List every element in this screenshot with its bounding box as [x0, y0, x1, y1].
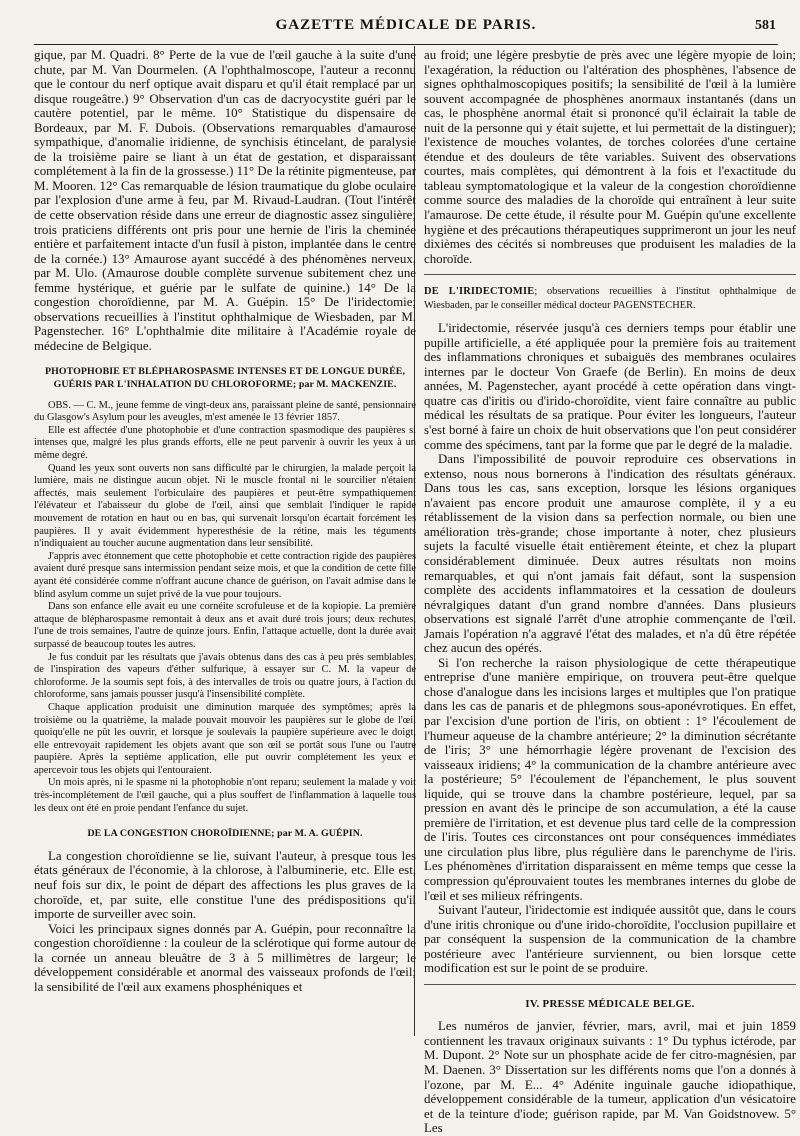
- section-title-guepin: DE LA CONGESTION CHOROÏDIENNE; par M. A. GUÉPIN.: [87, 828, 363, 840]
- section-rule: [424, 984, 796, 985]
- paragraph: Voici les principaux signes donnés par A. Guépin, pour reconnaître la congestion choroïdienne : la couleur de la sclérotique qui forme autour de la cornée un anneau bleuâtre de 3 à 5 millimètres de largeur; le développement considérable et anormal des vaisseaux profonds de l'œil; la sensibilité de l'œil aux examens phosphéniques et: [34, 921, 416, 994]
- section-title-mackenzie: PHOTOPHOBIE ET BLÉPHAROSPASME INTENSES ET DE LONGUE DURÉE, GUÉRIS PAR L'INHALATION DU CHLOROFORME; par M. MACKENZIE.: [44, 366, 406, 391]
- paragraph: J'appris avec étonnement que cette photophobie et cette contraction rigide des paupières avaient duré presque sans intermission pendant seize mois, et que la condition de cette fille ayant été considérée comme n'offrant aucune chance de guérison, on l'avait admise dans le blind asylum comme un sujet privé de la vue pour toujours.: [34, 550, 416, 600]
- section-title-iridectomie: [424, 285, 796, 313]
- paragraph: Un mois après, ni le spasme ni la photophobie n'ont reparu; seulement la malade y voit très-incomplétement de l'œil gauche, qui a plus souffert de l'inflammation à laquelle tous les deux ont été en proie pendant l'enfance du sujet.: [34, 777, 416, 814]
- paragraph: Je fus conduit par les résultats que j'avais obtenus dans des cas à peu près semblables, de l'inspiration des vapeurs d'éther sulfurique, à essayer sur C. M. la vapeur de chloroforme. Je la soumis sept fois, à des intervalles de trois ou quatre jours, à l'action du chloroforme, sans jamais pousser jusqu'à l'insensibilité complète.: [34, 651, 416, 701]
- paragraph: au froid; une légère presbytie de près avec une légère myopie de loin; l'exagération, la réduction ou l'altération des phosphènes, l'absence de signes ophthalmoscopiques positifs; la sensibilité de l'œil à la lumière souvent accompagnée de phosphènes anormaux instantanés (dans un cas, le phosphène anormal était si prononcé qu'il éclairait la table de nuit de la personne qui y était sujette, et lui permettait de la distinguer); l'existence de mouches volantes, de torches colorées d'une certaine étendue et des douleurs de tête variables. Suivent des observations courtes, mais complètes, qui démontrent à la fois et l'exactitude du tableau symptomatologique et la valeur de la congestion choroïdienne comme source des maladies de la choroïde qui entraînent à leur suite l'amaurose. De cette étude, il résulte pour M. Guépin qu'une excellente hygiène et des précautions thérapeutiques supprimeront un jour les neuf dixièmes des cécités si nombreuses que produisent les maladies de la choroïde.: [424, 48, 796, 266]
- page-number: 581: [755, 18, 776, 33]
- paragraph: Elle est affectée d'une photophobie et d'une contraction spasmodique des paupières si intenses que, malgré les plus grands efforts, elle ne peut parvenir à ouvrir les yeux à un même degré.: [34, 424, 416, 462]
- page-header: [34, 14, 778, 45]
- paragraph: La congestion choroïdienne se lie, suivant l'auteur, à presque tous les états généraux de l'économie, à la chlorose, à l'albuminerie, etc. Elle est, neuf fois sur dix, le point de départ des affections les plus graves de la choroïde, et, par suite, elle constitue l'une des prédispositions qu'il importe de surveiller avec soin.: [34, 848, 416, 922]
- intro-paragraph: gique, par M. Quadri. 8° Perte de la vue de l'œil gauche à la suite d'une chute, par M. Van Dourmelen. (A l'ophthalmoscope, l'auteur a reconnu que le contour du nerf optique avait disparu et qu'il était remplacé par un disque rougeâtre.) 9° Observation d'un cas de dacryocystite guéri par le cautère potentiel, par le même. 10° Statistique du dispensaire de Bordeaux, par M. F. Dubois. (Observations remarquables d'amaurose sympathique, d'anomalie iridienne, de synchisis étincelant, de paralysie de la troisième paire se liant à un état de gestation, et disparaissant complétement à la fin de la grossesse.) 11° De la rétinite pigmenteuse, par M. Mooren. 12° Cas remarquable de lésion traumatique du globe oculaire par l'explosion d'une arme à feu, par M. Rivaud-Laudran. (Tout l'intérêt de cette observation réside dans une erreur de diagnostic assez singulière; trois praticiens différents ont pris pour une hernie de l'iris la cheminée entière et parfaitement intacte d'un fusil à piston, implantée dans le centre de la cornée.) 13° Amaurose ayant succédé à des phénomènes nerveux, par M. Ulo. (Amaurose double complète survenue subitement chez une femme hystérique, et guérie par le sulfate de quinine.) 14° De la congestion choroïdienne, par M. A. Guépin. 15° De l'iridectomie; observations recueillies à l'institut ophthalmique de Wiesbaden, par M. Pagenstecher. 16° L'ophthalmie dite militaire à l'Académie royale de médecine de Belgique.: [34, 48, 416, 353]
- section-rule: [424, 274, 796, 275]
- left-column: [34, 48, 416, 994]
- section-title-rest: ; observations recueillies à l'institut ophthalmique de Wiesbaden, par le conseiller médical docteur PAGENSTECHER.: [424, 286, 797, 312]
- paragraph: Si l'on recherche la raison physiologique de cette thérapeutique entreprise d'une manière empirique, on trouvera peut-être quelque chose d'analogue dans les incisions larges et multiples que l'on pratique dans les cas de panaris et de phlegmons sous-aponévrotiques. En effet, par l'excision d'une portion de l'iris, on obtient : 1° l'écoulement de l'humeur aqueuse de la chambre antérieure; 2° la diminution sécrétante de l'iris; 3° une hémorrhagie légère provenant de l'excision des vaisseaux iridiens; 4° la communication de la chambre antérieure avec la postérieure; 5° l'écoulement de l'épanchement, le plus souvent liquide, qui se trouve dans la chambre postérieure, lequel, par sa pression en avant dès le principe de son accumulation, a été la cause première de l'irritation, et est devenue plus tard celle de la compression de l'iris. Toutes ces circonstances ont pour conséquences immédiates une circulation plus libre, plus régulière dans le parenchyme de l'iris. Les phénomènes d'irritation disparaissent en même temps que cesse la compression qu'éprouvaient toutes les membranes internes du globe de l'œil et ses milieux réfringents.: [424, 655, 796, 903]
- section-title-bold: DE L'IRIDECTOMIE: [424, 286, 535, 298]
- paragraph: Dans l'impossibilité de pouvoir reproduire ces observations in extenso, nous nous bornerons à l'indication des résultats généraux. Dans tous les cas, sans exception, lorsque les lésions organiques n'avaient pas encore produit une amaurose complète, il y a eu rétablissement de la vision dans sa perfection normale, ou bien une amélioration très-grande; chose importante à noter, chez plusieurs sujets la faculté visuelle était entièrement éteinte, et chez la plupart considérablement diminuée. Deux autres résultats non moins remarquables, et qui n'ont jamais fait défaut, sont la suspension complète des accidents inflammatoires et la cessation de douleurs névralgiques datant d'un grand nombre d'années. Dans plusieurs observations est signalé l'arrêt d'une atrophie commençante de l'œil. Jamais l'opération n'a aggravé l'état des malades, et n'a dû être répétée chez aucun des opérés.: [424, 452, 796, 656]
- paragraph: L'iridectomie, réservée jusqu'à ces derniers temps pour établir une pupille artificielle, a été appliquée pour la première fois au traitement des inflammations chroniques et subaiguës des membranes oculaires internes par le docteur Von Graefe (de Berlin). En moins de deux années, M. Pagenstecher, ayant procédé à cette opération dans vingt-quatre cas d'iritis ou d'irido-choroïdite, vient faire connaître au public médical les résultats de sa pratique. Pour éviter les longueurs, l'auteur s'est borné à faire un choix de huit observations que l'on peut considérer comme des spécimens, tant par la forme que par le degré de la maladie.: [424, 321, 796, 452]
- section-title-presse-belge: IV. PRESSE MÉDICALE BELGE.: [525, 997, 695, 1010]
- observation-paragraph: OBS. — C. M., jeune femme de vingt-deux ans, paraissant pleine de santé, pensionnaire du Glasgow's Asylum pour les aveugles, m'est amenée le 13 février 1857.: [34, 399, 416, 424]
- paragraph: Les numéros de janvier, février, mars, avril, mai et juin 1859 contiennent les travaux originaux suivants : 1° Du typhus ictérode, par M. Dupont. 2° Note sur un phosphate acide de fer citro-magnésien, par M. Daenen. 3° Dissertation sur les différents noms que l'on a donnés à l'ozone, par M. E... 4° Adénite inguinale gauche idiopathique, développement considérable de la tumeur, application d'un vésicatoire et de la teinture d'iode; guérison rapide, par M. Van Goidstnovew. 5° Les: [424, 1019, 796, 1136]
- journal-title: GAZETTE MÉDICALE DE PARIS.: [275, 17, 537, 33]
- paragraph: Quand les yeux sont ouverts non sans difficulté par le chirurgien, la malade perçoit la lumière, mais ne distingue aucun objet. Ni le muscle frontal ni le sourcilier n'étaient affectés, mais seulement l'orbiculaire des paupières et peut-être sympathiquement l'élévateur et l'abaisseur du globe de l'œil, ainsi que semblait l'indiquer le rapide mouvement de rotation en haut ou en bas, qui survenait lorsqu'on écartait forcément les paupières. Il y avait évidemment hyperesthésie de la rétine, mais les téguments n'indiquaient au toucher aucune augmentation dans leur sensibilité.: [34, 462, 416, 550]
- paragraph: Suivant l'auteur, l'iridectomie est indiquée aussitôt que, dans le cours d'une iritis chronique ou d'une irido-choroïdite, l'occlusion pupillaire et par conséquent la suspension de la communication de la chambre postérieure avec l'antérieure surviennent, ou bien lorsque cette modification est sur le point de se produire.: [424, 903, 796, 976]
- paragraph: Dans son enfance elle avait eu une cornéite scrofuleuse et de la kopiopie. La première attaque de blépharospasme remontait à deux ans et avait duré trois jours; deux rechutes, l'une de trois semaines, l'autre de quinze jours. Enfin, l'attaque actuelle, dont la durée avait surpassé de beaucoup toutes les autres.: [34, 601, 416, 650]
- right-column: [424, 48, 796, 1136]
- paragraph: Chaque application produisit une diminution marquée des symptômes; après la troisième ou la quatrième, la malade pouvait mouvoir les paupières sur le globe de l'œil quoiqu'elle ne pût les ouvrir, et lorsque je soulevais la paupière supérieure avec le doigt, elle entrevoyait rapidement les objets avant que son œil se portât sous l'une ou l'autre paupière. Après la septième application, elle put ouvrir complétement les yeux et apercevoir tous les objets qui l'entouraient.: [34, 701, 416, 776]
